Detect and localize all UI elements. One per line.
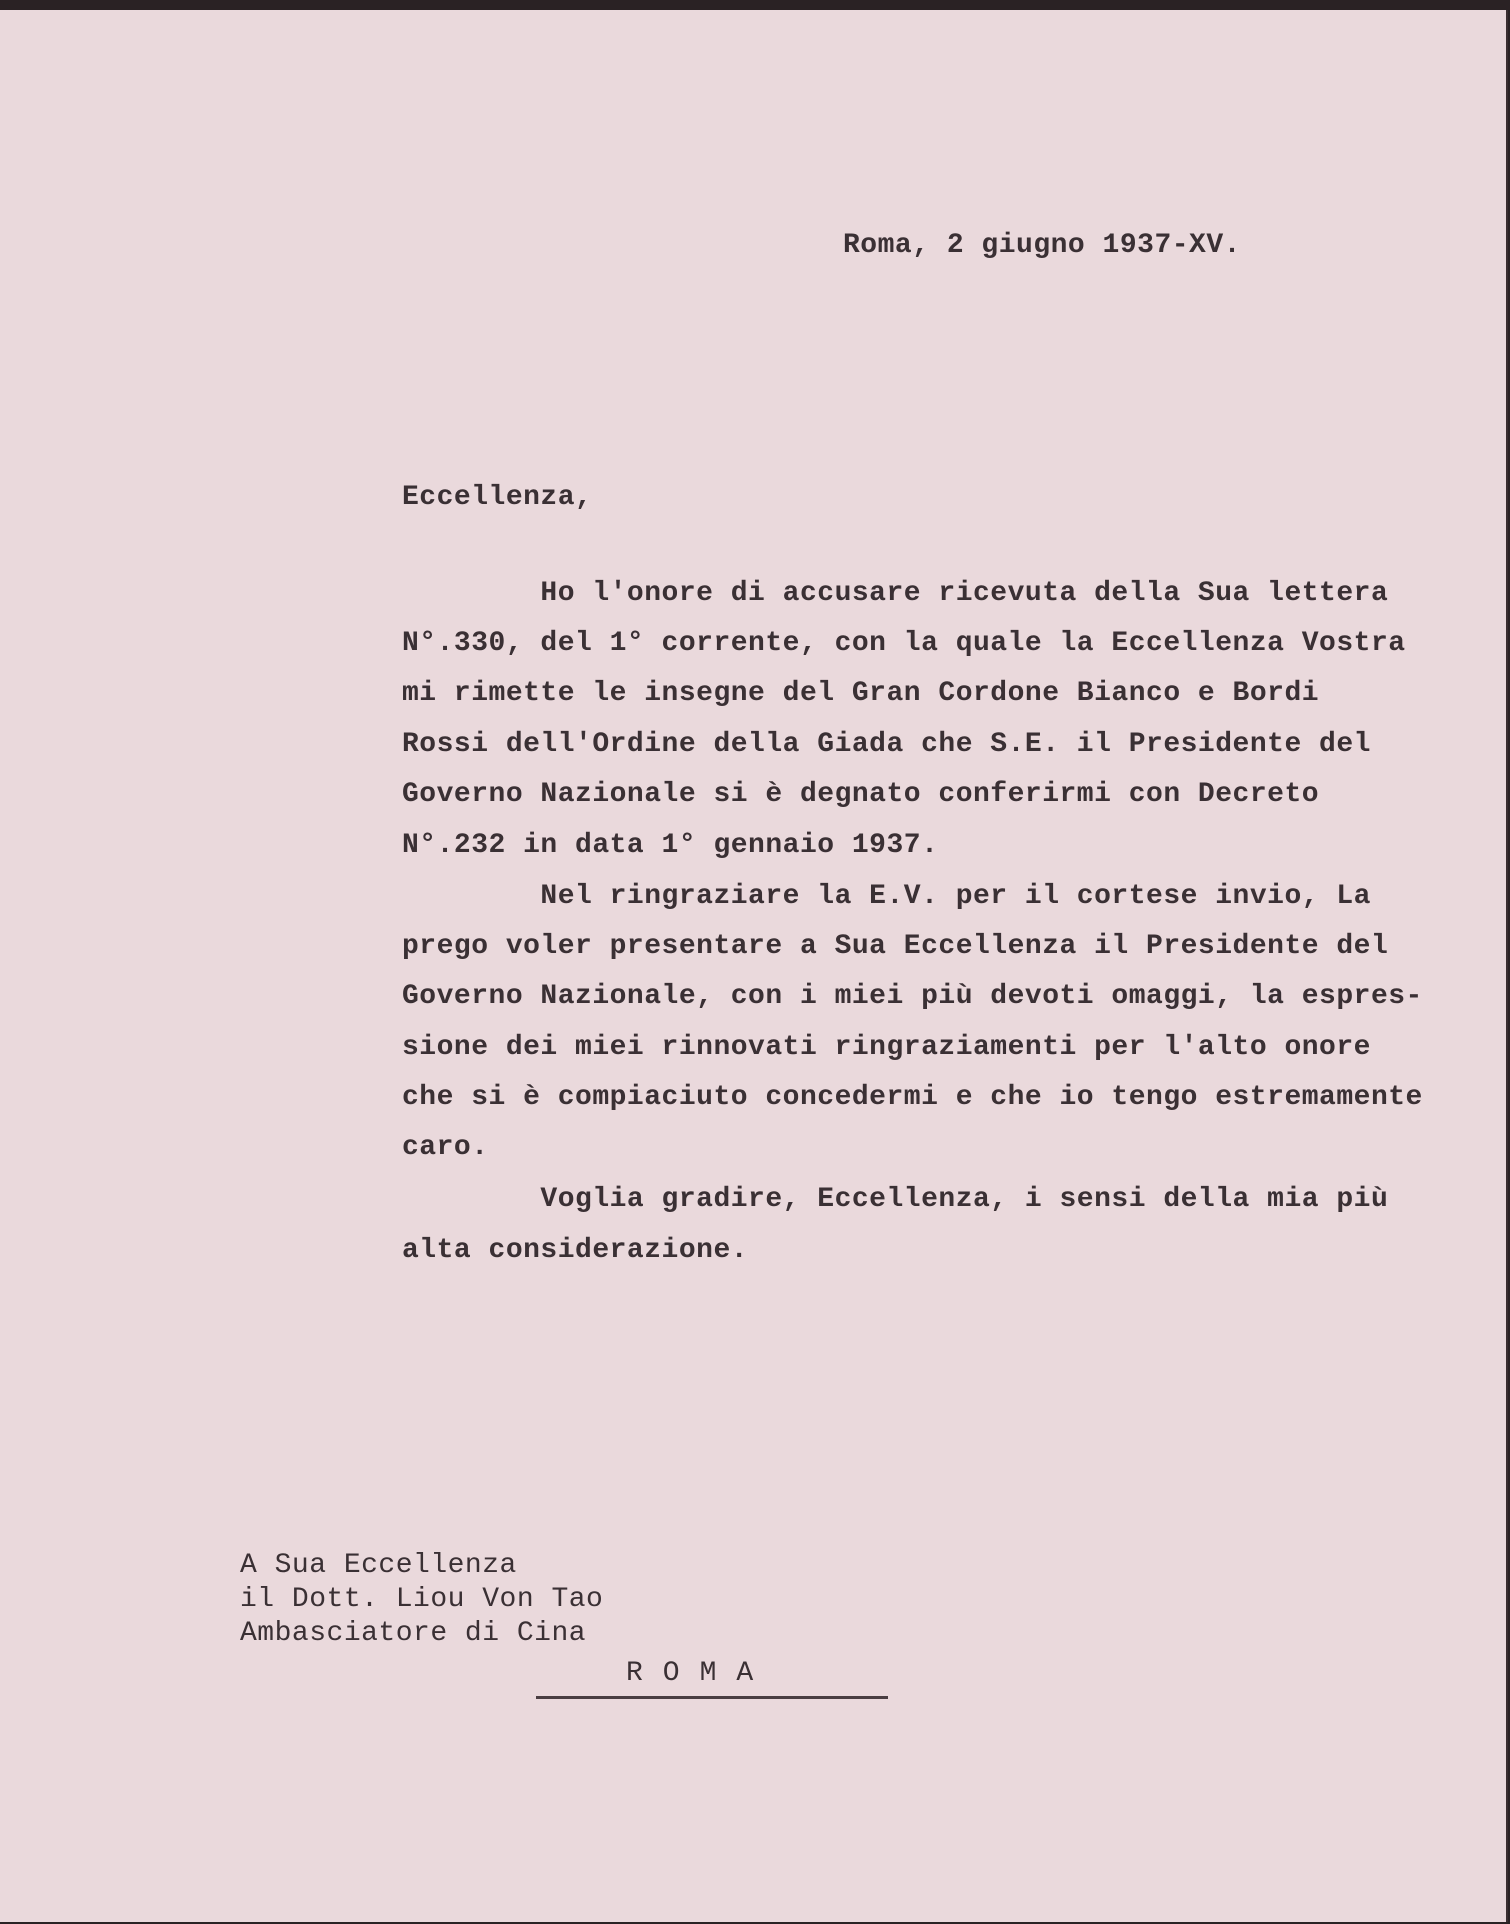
address-line: A Sua Eccellenza (240, 1550, 517, 1581)
body-line: alta considerazione. (402, 1235, 749, 1266)
address-line: Ambasciatore di Cina (240, 1618, 587, 1649)
letter-date: Roma, 2 giugno 1937-XV. (843, 230, 1241, 261)
body-line: caro. (402, 1132, 489, 1163)
body-line: Nel ringraziare la E.V. per il cortese invio, La (402, 881, 1371, 912)
body-line: Governo Nazionale si è degnato conferirmi con Decreto (402, 779, 1320, 810)
body-line: N°.330, del 1° corrente, con la quale la Eccellenza Vostra (402, 628, 1406, 659)
body-line: prego voler presentare a Sua Eccellenza il Presidente del (402, 931, 1389, 962)
body-line: Voglia gradire, Eccellenza, i sensi della mia più (402, 1184, 1389, 1215)
body-line: che si è compiaciuto concedermi e che io tengo estremamente (402, 1082, 1423, 1113)
body-line: mi rimette le insegne del Gran Cordone Bianco e Bordi (402, 678, 1320, 709)
letter-sheet (0, 10, 1508, 1922)
letter-salutation: Eccellenza, (402, 482, 593, 513)
city-name: ROMA (626, 1658, 774, 1689)
body-line: Ho l'onore di accusare ricevuta della Sua lettera (402, 578, 1389, 609)
city-underline (536, 1652, 888, 1699)
address-line: il Dott. Liou Von Tao (240, 1584, 604, 1615)
body-line: sione dei miei rinnovati ringraziamenti per l'alto onore (402, 1032, 1371, 1063)
body-line: Governo Nazionale, con i miei più devoti omaggi, la espres- (402, 981, 1423, 1012)
body-line: Rossi dell'Ordine della Giada che S.E. il Presidente del (402, 729, 1371, 760)
body-line: N°.232 in data 1° gennaio 1937. (402, 830, 939, 861)
